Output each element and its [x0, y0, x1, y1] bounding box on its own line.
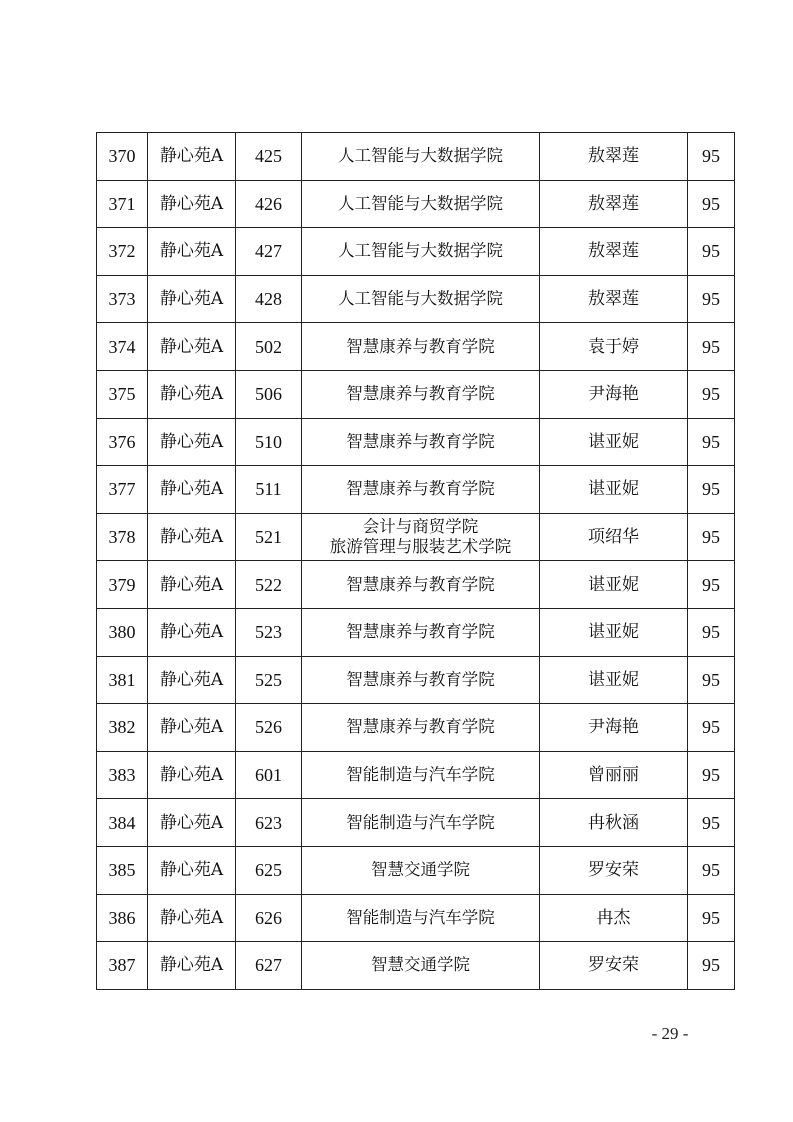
score-cell: 95 [688, 370, 735, 418]
department-name: 智慧康养与教育学院 [346, 431, 495, 451]
row-number-cell: 372 [97, 228, 148, 276]
building-cell: 静心苑A [148, 180, 236, 228]
department-name: 智慧康养与教育学院 [346, 336, 495, 356]
row-number-cell: 375 [97, 370, 148, 418]
department-name: 会计与商贸学院 [362, 517, 479, 537]
room-number-cell: 627 [236, 942, 302, 990]
inspector-cell: 谌亚妮 [540, 466, 688, 514]
room-number-cell: 521 [236, 513, 302, 561]
department-name: 智慧康养与教育学院 [346, 574, 495, 594]
table-row [97, 894, 735, 942]
score-cell: 95 [688, 418, 735, 466]
building-cell: 静心苑A [148, 751, 236, 799]
inspector-cell: 尹海艳 [540, 704, 688, 752]
building-cell: 静心苑A [148, 228, 236, 276]
department-cell [302, 466, 540, 514]
table-row [97, 275, 735, 323]
inspector-cell: 项绍华 [540, 513, 688, 561]
table-row [97, 323, 735, 371]
table-row [97, 942, 735, 990]
inspector-cell: 敖翠莲 [540, 275, 688, 323]
row-number-cell: 370 [97, 133, 148, 181]
department-cell [302, 608, 540, 656]
table-row [97, 418, 735, 466]
inspector-cell: 罗安荣 [540, 942, 688, 990]
building-cell: 静心苑A [148, 466, 236, 514]
department-name: 智能制造与汽车学院 [346, 765, 495, 785]
inspector-cell: 曾丽丽 [540, 751, 688, 799]
inspector-cell: 冉杰 [540, 894, 688, 942]
score-cell: 95 [688, 466, 735, 514]
inspector-cell: 尹海艳 [540, 370, 688, 418]
score-cell: 95 [688, 275, 735, 323]
department-name: 人工智能与大数据学院 [338, 289, 503, 309]
inspector-cell: 谌亚妮 [540, 608, 688, 656]
building-cell: 静心苑A [148, 133, 236, 181]
building-cell: 静心苑A [148, 561, 236, 609]
row-number-cell: 387 [97, 942, 148, 990]
building-cell: 静心苑A [148, 656, 236, 704]
score-cell: 95 [688, 704, 735, 752]
row-number-cell: 384 [97, 799, 148, 847]
department-cell [302, 942, 540, 990]
department-name: 智慧康养与教育学院 [346, 717, 495, 737]
score-cell: 95 [688, 513, 735, 561]
table-row [97, 466, 735, 514]
department-name: 智慧康养与教育学院 [346, 479, 495, 499]
row-number-cell: 374 [97, 323, 148, 371]
department-cell [302, 228, 540, 276]
inspector-cell: 冉秋涵 [540, 799, 688, 847]
page-number: - 29 - [651, 1024, 689, 1043]
table-row [97, 799, 735, 847]
room-number-cell: 502 [236, 323, 302, 371]
department-cell [302, 275, 540, 323]
table-row [97, 180, 735, 228]
department-name: 人工智能与大数据学院 [338, 193, 503, 213]
room-number-cell: 522 [236, 561, 302, 609]
row-number-cell: 382 [97, 704, 148, 752]
row-number-cell: 376 [97, 418, 148, 466]
department-cell [302, 561, 540, 609]
building-cell: 静心苑A [148, 370, 236, 418]
inspector-cell: 谌亚妮 [540, 418, 688, 466]
department-name: 智慧康养与教育学院 [346, 622, 495, 642]
building-cell: 静心苑A [148, 513, 236, 561]
score-cell: 95 [688, 799, 735, 847]
score-cell: 95 [688, 846, 735, 894]
room-number-cell: 625 [236, 846, 302, 894]
row-number-cell: 380 [97, 608, 148, 656]
department-cell [302, 704, 540, 752]
room-number-cell: 626 [236, 894, 302, 942]
department-name: 智慧交通学院 [371, 860, 470, 880]
building-cell: 静心苑A [148, 942, 236, 990]
score-cell: 95 [688, 180, 735, 228]
room-number-cell: 511 [236, 466, 302, 514]
score-cell: 95 [688, 608, 735, 656]
table-row [97, 704, 735, 752]
department-cell [302, 846, 540, 894]
score-cell: 95 [688, 942, 735, 990]
department-cell [302, 799, 540, 847]
building-cell: 静心苑A [148, 704, 236, 752]
inspector-cell: 罗安荣 [540, 846, 688, 894]
table-row [97, 656, 735, 704]
row-number-cell: 383 [97, 751, 148, 799]
score-cell: 95 [688, 228, 735, 276]
row-number-cell: 378 [97, 513, 148, 561]
room-number-cell: 523 [236, 608, 302, 656]
department-cell [302, 133, 540, 181]
table-row [97, 751, 735, 799]
building-cell: 静心苑A [148, 608, 236, 656]
table-row [97, 561, 735, 609]
row-number-cell: 373 [97, 275, 148, 323]
score-cell: 95 [688, 751, 735, 799]
department-cell [302, 323, 540, 371]
row-number-cell: 381 [97, 656, 148, 704]
row-number-cell: 386 [97, 894, 148, 942]
table-body [97, 133, 735, 990]
inspector-cell: 敖翠莲 [540, 180, 688, 228]
room-number-cell: 426 [236, 180, 302, 228]
department-name: 智能制造与汽车学院 [346, 907, 495, 927]
building-cell: 静心苑A [148, 323, 236, 371]
inspector-cell: 谌亚妮 [540, 656, 688, 704]
building-cell: 静心苑A [148, 275, 236, 323]
room-number-cell: 425 [236, 133, 302, 181]
department-cell [302, 180, 540, 228]
building-cell: 静心苑A [148, 799, 236, 847]
room-number-cell: 428 [236, 275, 302, 323]
inspector-cell: 敖翠莲 [540, 228, 688, 276]
table-row [97, 228, 735, 276]
table-row [97, 846, 735, 894]
department-cell [302, 513, 540, 561]
score-cell: 95 [688, 561, 735, 609]
room-number-cell: 526 [236, 704, 302, 752]
row-number-cell: 379 [97, 561, 148, 609]
department-cell [302, 894, 540, 942]
inspector-cell: 袁于婷 [540, 323, 688, 371]
department-cell [302, 418, 540, 466]
room-number-cell: 510 [236, 418, 302, 466]
row-number-cell: 371 [97, 180, 148, 228]
department-cell [302, 370, 540, 418]
table-row [97, 513, 735, 561]
inspector-cell: 敖翠莲 [540, 133, 688, 181]
department-cell [302, 751, 540, 799]
building-cell: 静心苑A [148, 418, 236, 466]
department-name: 智慧康养与教育学院 [346, 669, 495, 689]
department-name: 人工智能与大数据学院 [338, 241, 503, 261]
building-cell: 静心苑A [148, 846, 236, 894]
room-number-cell: 427 [236, 228, 302, 276]
table-row [97, 608, 735, 656]
row-number-cell: 385 [97, 846, 148, 894]
department-name: 旅游管理与服装艺术学院 [329, 537, 512, 557]
dormitory-score-table [96, 132, 735, 990]
score-cell: 95 [688, 133, 735, 181]
department-name: 人工智能与大数据学院 [338, 146, 503, 166]
score-cell: 95 [688, 656, 735, 704]
score-cell: 95 [688, 323, 735, 371]
room-number-cell: 525 [236, 656, 302, 704]
department-name: 智能制造与汽车学院 [346, 812, 495, 832]
room-number-cell: 601 [236, 751, 302, 799]
row-number-cell: 377 [97, 466, 148, 514]
room-number-cell: 506 [236, 370, 302, 418]
department-cell [302, 656, 540, 704]
inspector-cell: 谌亚妮 [540, 561, 688, 609]
table-row [97, 370, 735, 418]
department-name: 智慧交通学院 [371, 955, 470, 975]
building-cell: 静心苑A [148, 894, 236, 942]
table-row [97, 133, 735, 181]
department-name: 智慧康养与教育学院 [346, 384, 495, 404]
score-cell: 95 [688, 894, 735, 942]
room-number-cell: 623 [236, 799, 302, 847]
